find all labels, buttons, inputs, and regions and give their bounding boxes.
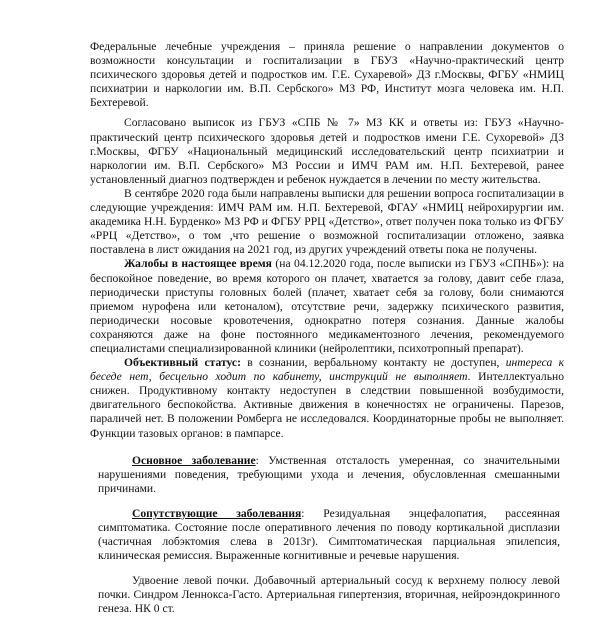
paragraph-referral-decision: Федеральные лечебные учреждения – приняла решение о направлении документов о возможности консультации и госпитализации в ГБУЗ «Научно-практический центр психического здоровья детей и подростков им. Г.Е. Сухаревой» ДЗ г.Москвы, ФГБУ «НМИЦ психиатрии и наркологии им. В.П. Сербского» МЗ РФ, Институт мозга человека им. Н.П. Бехтеревой. — [90, 40, 564, 110]
paragraph-september-2020: В сентябре 2020 года были направлены выписки для решении вопроса госпитализации в следующие учреждения: ИМЧ РАМ им. Н.П. Бехтеревой, ФГАУ «НМИЦ нейрохирургии им. академика Н.Н. Бурденко» МЗ РФ и ФГБУ РРЦ «Детство», ответ получен пока только из ФГБУ «РРЦ «Детство», о том ,что решение о возможной госпитализации отложено, заявка поставлена в лист ожидания на 2021 год, из других учреждений ответы пока не получены. — [90, 186, 564, 257]
paragraph-complaints — [90, 257, 564, 356]
objective-status-text: в сознании, вербальному контакту не доступен, — [240, 356, 506, 370]
main-disease-label: Основное заболевание — [132, 453, 256, 467]
concomitant-label: Сопутствующие заболевания — [132, 506, 302, 520]
main-disease-text: : Умственная отсталость умеренная, со значительными нарушениями поведения, требующими ухода и лечения, обусловленная смешанными причинами. — [98, 453, 560, 495]
objective-status-text-2: Интеллектуально снижен. Продуктивному контакту недоступен в следствии повышенной возбудимости, двигательного беспокойства. Активные движения в конечностях не ограничены. Парезов, параличей нет. В положении Ромберга не исследовался. Координаторные пробы не выполняет. Функции тазовых органов: в пампарсе. — [90, 370, 565, 440]
complaints-label: Жалобы в настоящее время — [124, 257, 272, 271]
objective-status-label: Объективный статус: — [124, 356, 241, 370]
paragraph-main-disease — [98, 454, 560, 496]
paragraph-agreed-extracts: Согласовано выписок из ГБУЗ «СПБ № 7» МЗ КК и ответы из: ГБУЗ «Научно-практический центр психического здоровья детей и подростков имени Г.Е. Сухоревой» ДЗ г.Москвы, ФГБУ «Национальный медицинский исследовательский центр психиатрии и наркологии им. В.П. Сербского» МЗ России и ИМЧ РАМ им. Н.П. Бехтеревой, ранее установленный диагноз подтвержден и ребенок нуждается в лечении по месту жительства. — [90, 116, 564, 186]
objective-status-italic: интереса к беседе нет, бесцельно ходит по кабинету, инструкций не выполняет. — [90, 356, 564, 384]
complaints-text: (на 04.12.2020 года, после выписки из ГБУЗ «СПНБ»): на беспокойное поведение, во время которого он плачет, хватается за голову, давит себе глаза, периодически приступы головных болей (плачет, хватает себя за голову, боли снимаются приемом нурофена или кетоналом), отсутствие речи, задержку психического развития, периодически носовые кровотечения, однократно потеря сознания. Данные жалобы сохраняются даже на фоне постоянного медикаментозного лечения, рекомендуемого специалистами специализированной клиники (нейролептики, психотропный препарат). — [90, 257, 564, 355]
concomitant-text: : Резидуальная энцефалопатия, рассеянная симптоматика. Состояние после оперативного лечения по поводу кортикальной дисплазии (частичная лобэктомия слева в 2013г). Симптоматическая парциальная эпилепсия, клиническая ремиссия. Выраженные когнитивные и речевые нарушения. — [98, 506, 560, 563]
paragraph-kidney-and-other: Удвоение левой почки. Добавочный артериальный сосуд к верхнему полюсу левой почки. Синдром Леннокса-Гасто. Артериальная гипертензия, вторичная, нейроэндокринного генеза. НК 0 ст. — [98, 574, 560, 616]
paragraph-objective-status — [90, 356, 564, 441]
paragraph-concomitant — [98, 507, 560, 563]
